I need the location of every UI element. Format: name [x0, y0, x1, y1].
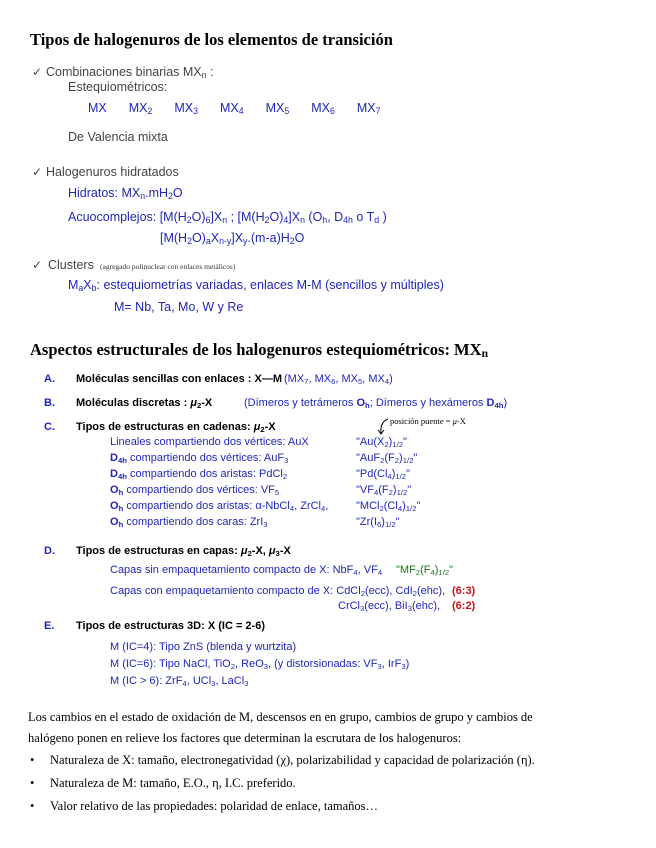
- layer-row-3-ratio: (6:2): [452, 600, 476, 612]
- clusters-metals: M= Nb, Ta, Mo, W y Re: [114, 300, 244, 314]
- formula-mx2: $MX_2$: [128, 101, 153, 116]
- pointer-arrow-icon: [376, 418, 390, 436]
- chain-row-5: $O_h$ compartiendo dos aristas: α-NbCl$_4$, ZrCl$_4$,: [110, 500, 329, 513]
- bullet-item-1: Naturaleza de X: tamaño, electronegatividad (χ), polarizabilidad y capacidad de polarización (η).: [50, 753, 535, 767]
- 3d-row-1: M (IC=4): Tipo ZnS (blenda y wurtzita): [110, 641, 297, 653]
- item-letter-e: E.: [44, 620, 55, 632]
- item-letter-d: D.: [44, 545, 55, 557]
- item-b-text: Moléculas discretas : $\mu_2-X$: [76, 397, 213, 410]
- bullet-icon: •: [30, 776, 35, 790]
- formula-mx3: $MX_3$: [174, 101, 198, 116]
- chain-row-5-right: "$MCl_2(Cl_4)_{1/2}$": [356, 500, 421, 513]
- formula-mx6: $MX_6$: [311, 101, 335, 116]
- hydrated-heading: Halogenuros hidratados: [46, 165, 179, 179]
- layer-row-1: Capas sin empaquetamiento compacto de X: NbF$_4$, $VF_4$: [110, 564, 383, 577]
- layer-row-2: Capas con empaquetamiento compacto de X: CdCl$_2$(ecc), CdI$_2$(ehc),: [110, 585, 446, 598]
- checkmark-icon: ✓: [32, 65, 43, 79]
- 3d-row-2: M (IC=6): Tipo NaCl, TiO$_2$, ReO$_3$, (y distorsionadas: $VF_3$, IrF$_3$): [110, 658, 410, 671]
- item-letter-c: C.: [44, 421, 55, 433]
- bullet-item-2: Naturaleza de M: tamaño, E.O., η, I.C. preferido.: [50, 776, 296, 790]
- chain-row-4-right: "$VF_4(F_2)_{1/2}$": [356, 484, 412, 497]
- checkmark-icon: ✓: [32, 165, 43, 179]
- hidratos-line: Hidratos: $MX_n.mH_2O$: [68, 186, 183, 201]
- acuocomplejos-line-2: $[M(H_2O)_aX_{n-y}]X_y.(m-a)H_2O$: [160, 231, 305, 246]
- layer-row-2-ratio: (6:3): [452, 585, 476, 597]
- formula-row: [88, 101, 403, 116]
- item-letter-b: B.: [44, 397, 55, 409]
- binary-heading: Combinaciones binarias $MX_n$ :: [46, 65, 214, 80]
- bullet-item-3: Valor relativo de las propiedades: polaridad de enlace, tamaños…: [50, 799, 379, 813]
- 3d-row-3: M (IC > 6): ZrF$_4$, UCl$_3$, LaCl$_3$: [110, 675, 249, 688]
- formula-mx4: $MX_4$: [220, 101, 244, 116]
- bridge-note: posición puente = μ-X: [390, 416, 466, 426]
- formula-mx: MX: [88, 101, 107, 115]
- chain-row-2-right: "$AuF_2(F_2)_{1/2}$": [356, 452, 418, 465]
- item-a-text: Moléculas sencillas con enlaces : X—M: [76, 373, 283, 385]
- item-b-extra: (Dímeros y tetrámeros $O_h$; Dímeros y hexámeros $D_{4h}$): [244, 397, 508, 410]
- layer-row-1-right: "$MF_2(F_4)_{1/2}$": [396, 564, 454, 577]
- bullet-icon: •: [30, 799, 35, 813]
- formula-mx5: $MX_5$: [265, 101, 290, 116]
- valencia-mixta: De Valencia mixta: [68, 130, 168, 144]
- section-title-1: Tipos de halogenuros de los elementos de transición: [30, 30, 393, 49]
- item-a-extra: ($MX_7$, $MX_6$, $MX_5$, $MX_4$): [284, 373, 393, 386]
- chain-row-2: $D_{4h}$ compartiendo dos vértices: AuF$_3$: [110, 452, 289, 465]
- chain-row-4: $O_h$ compartiendo dos vértices: $VF_5$: [110, 484, 280, 497]
- esteq-label: Estequiométricos:: [68, 80, 168, 94]
- section-title-2: Aspectos estructurales de los halogenuros estequiométricos: $MX_n$: [30, 340, 488, 360]
- item-c-text: Tipos de estructuras en cadenas: $\mu_2-X$: [76, 421, 276, 434]
- item-letter-a: A.: [44, 373, 55, 385]
- chain-row-6: $O_h$ compartiendo dos caras: ZrI$_3$: [110, 516, 268, 529]
- item-e-text: Tipos de estructuras 3D: X (IC = 2-6): [76, 620, 265, 632]
- layer-row-3: CrCl$_3$(ecc), BiI$_3$(ehc),: [338, 600, 441, 613]
- clusters-line: $M_aX_b$: estequiometrías variadas, enlaces M-M (sencillos y múltiples): [68, 278, 444, 293]
- clusters-note: (agregado polinuclear con enlaces metálicos): [100, 262, 236, 271]
- paragraph-line-1: Los cambios en el estado de oxidación de M, descensos en en grupo, cambios de grupo y cambios de: [28, 710, 533, 724]
- formula-mx7: $MX_7$: [356, 101, 381, 116]
- checkmark-icon: ✓: [32, 258, 43, 272]
- chain-row-6-right: "$Zr(I_6)_{1/2}$": [356, 516, 400, 529]
- bullet-icon: •: [30, 753, 35, 767]
- clusters-heading: Clusters: [48, 258, 94, 272]
- chain-row-3-right: "$Pd(Cl_4)_{1/2}$": [356, 468, 410, 481]
- chain-row-1: Lineales compartiendo dos vértices: AuX: [110, 436, 309, 448]
- acuocomplejos-line-1: Acuocomplejos: $[M(H_2O)_6]X_n$ ; $[M(H_2O)_4]X_n$ ($O_h$, $D_{4h}$ o $T_d$ ): [68, 210, 387, 225]
- chain-row-3: $D_{4h}$ compartiendo dos aristas: PdCl$_2$: [110, 468, 288, 481]
- chain-row-1-right: "$Au(X_2)_{1/2}$": [356, 436, 407, 449]
- item-d-text: Tipos de estructuras en capas: $\mu_2-X$, $\mu_3-X$: [76, 545, 291, 558]
- paragraph-line-2: halógeno ponen en relieve los factores que determinan la escrutara de los halogenuros:: [28, 731, 462, 745]
